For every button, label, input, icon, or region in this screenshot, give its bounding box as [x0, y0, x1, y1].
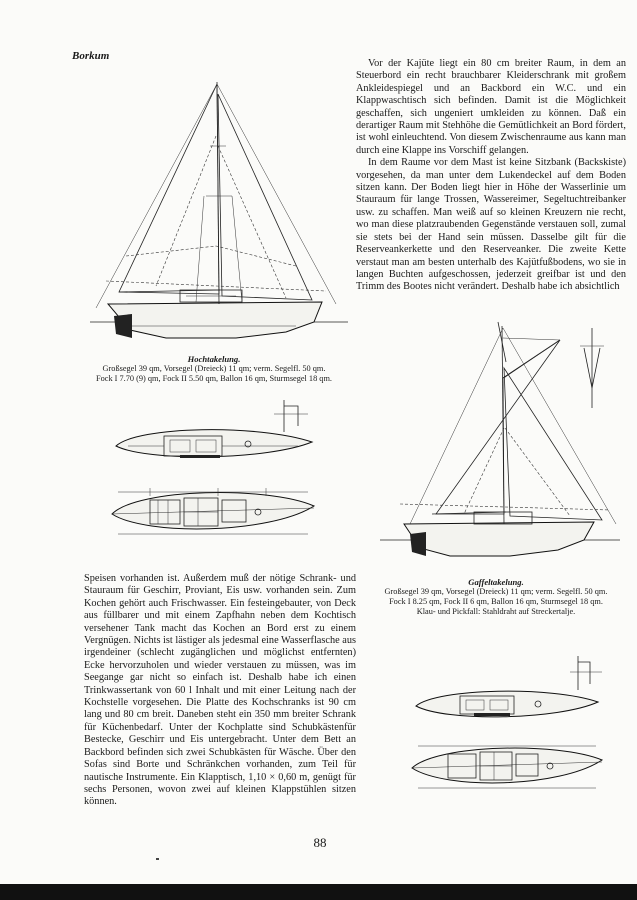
caption-hochtakelung: [66, 354, 362, 384]
paragraph: Speisen vorhanden ist. Außerdem muß der nötige Schrank- und Stauraum für Geschirr, Proviant, Eis usw. vorhanden sein. Zum Kochen gehört auch Frischwasser. Ein festeingebauter, von Deck aus füllbarer und mit einem Zapfhahn neben dem Kochtisch versehener Tank macht das Kochen an Bord erst zu einem Vergnügen. Nichts ist lästiger als jedesmal eine Wasserflasche aus irgendeiner (schlecht zugänglichen und möglichst entfernten) Ecke hervorzuholen und wieder verstauen zu müssen, was im Seegange gar nicht so einfach ist. Deshalb habe ich einen Trinkwassertank von 60 l Inhalt und mit einer Leitung nach der Kochstelle vorgesehen. Die Platte des Kochschranks ist 90 cm lang und 80 cm breit. Daneben steht ein 350 mm breiter Schrank für Küchenbedarf. Unter der Kochplatte sind Schubkästenfür Bestecke, Geschirr und Eis untergebracht. Unter dem Bett an Backbord befinden sich zwei Schubkästen für Wäsche. Über den Sofas sind Borte und Schränkchen vorhanden, zum Teil für nautische Instrumente. Ein Klapptisch, 1,10 × 0,60 m, genügt für sechs Personen, wovon zwei auf kleinen Klappstühlen sitzen können.: [84, 573, 356, 808]
page-number: 88: [313, 835, 327, 850]
caption-line: Großsegel 39 qm, Vorsegel (Dreieck) 11 qm; verm. Segelfl. 50 qm.: [102, 364, 326, 373]
caption-line: Fock I 7.70 (9) qm, Fock II 5.50 qm, Ballon 16 qm, Sturmsegel 18 qm.: [96, 374, 332, 383]
text-column-right: [356, 58, 626, 294]
text-column-left: [84, 573, 356, 809]
caption-title: Gaffeltakelung.: [468, 577, 524, 587]
deck-and-accommodation-plan-1: [98, 396, 330, 544]
paragraph: Vor der Kajüte liegt ein 80 cm breiter Raum, in dem an Steuerbord ein recht brauchbarer Kleiderschrank mit großem Ankleidespiegel und an Backbord ein W.C. und ein Klappwaschtisch sich befinden. Damit ist die Möglichkeit geschaffen, sich ungeniert umkleiden zu können. Daß ein derartiger Raum mit Stehhöhe die Gemütlichkeit an Bord fördert, ist wohl einleuchtend. Von diesem Zwischenraume aus kann man durch eine Klappe ins Vorschiff gelangen.: [356, 58, 626, 156]
running-head: Borkum: [72, 50, 110, 62]
caption-line: Großsegel 39 qm, Vorsegel (Dreieck) 11 qm; verm. Segelfl. 50 qm.: [384, 587, 608, 596]
deck-and-accommodation-plan-2: [402, 650, 614, 800]
caption-line: Fock I 8.25 qm, Fock II 6 qm, Ballon 16 qm, Sturmsegel 18 qm.: [389, 597, 603, 606]
caption-title: Hochtakelung.: [187, 354, 241, 364]
paragraph: In dem Raume vor dem Mast ist keine Sitzbank (Backskiste) vorgesehen, da man unter dem Lukendeckel auf dem Boden sitzen kann. Der Boden liegt hier in Höhe der Wasserlinie um Stauraum für lange Trossen, Wassereimer, Segeltuchtreibanker usw. zu schaffen. Man weiß auf so kleinen Kreuzern nie recht, wo man diese platzraubenden Gegenstände verstauen soll, zumal sie stets bei der Hand sein müssen. Dasselbe gilt für die Reserveankerkette und den Reserveanker. Die zweite Kette verstaut man am besten unterhalb des Kajütfußbodens, wo sie in langen Buchten aufgeschossen, jederzeit greifbar ist und den Trimm des Bootes nicht verändert. Deshalb habe ich absichtlich: [356, 157, 626, 293]
caption-gaffeltakelung: [362, 577, 630, 617]
hochtakelung-sail-plan: [86, 76, 354, 350]
gaffeltakelung-sail-plan: [370, 318, 626, 574]
caption-line: Klau- und Pickfall: Stahldraht auf Streckertalje.: [416, 607, 576, 616]
print-speck: [156, 858, 159, 860]
scan-bottom-band: [0, 884, 637, 900]
